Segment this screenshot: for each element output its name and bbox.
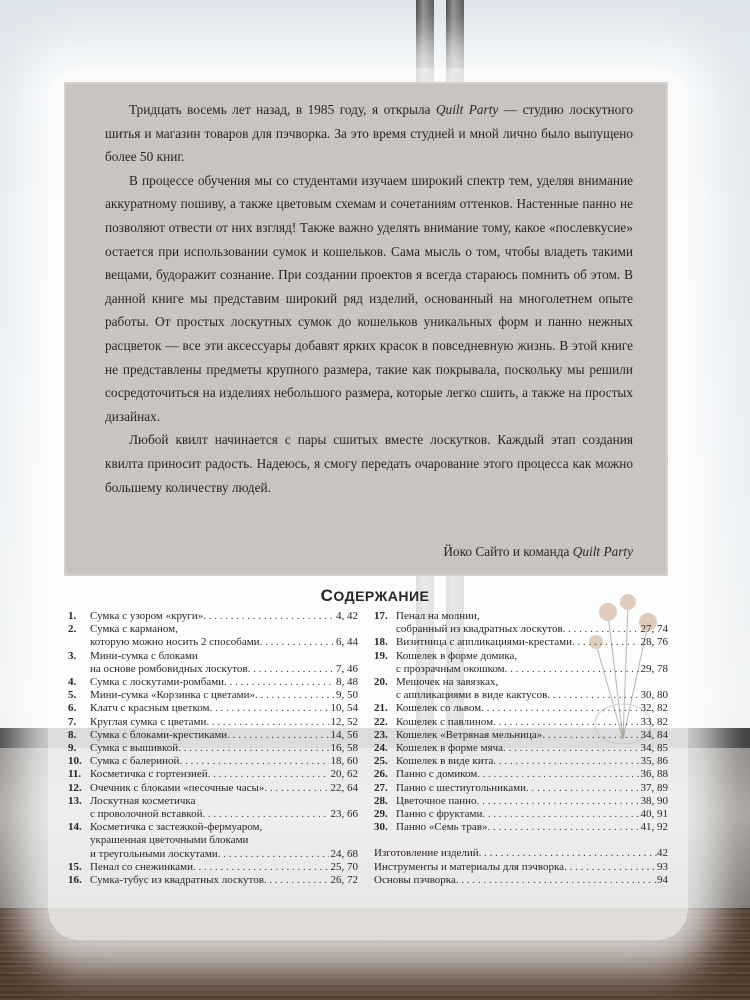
toc-entry-body bbox=[90, 623, 358, 649]
toc-entry bbox=[68, 782, 358, 795]
toc-leader bbox=[218, 848, 329, 861]
toc-entry bbox=[374, 742, 668, 755]
toc-entry bbox=[68, 623, 358, 649]
toc-entry-title: Сумка-тубус из квадратных лоскутов bbox=[90, 874, 264, 887]
toc-entry-number: 22. bbox=[374, 715, 388, 728]
toc-entry-body bbox=[396, 610, 668, 636]
toc-entry-line bbox=[90, 663, 358, 676]
toc-entry-body bbox=[396, 821, 668, 834]
toc-entry-title: Сумка с карманом, bbox=[90, 623, 178, 636]
toc-leader bbox=[248, 663, 334, 676]
toc-entry bbox=[374, 702, 668, 715]
toc-entry-pages: 32, 82 bbox=[640, 702, 668, 715]
toc-leader bbox=[202, 808, 328, 821]
toc-entry bbox=[68, 742, 358, 755]
toc-entry bbox=[374, 808, 668, 821]
toc-leader bbox=[572, 636, 638, 649]
toc-leader bbox=[564, 861, 657, 874]
toc-entry-number: 20. bbox=[374, 676, 388, 689]
toc-entry-line bbox=[90, 702, 358, 715]
toc-entry-line bbox=[396, 729, 668, 742]
toc-leader bbox=[487, 821, 638, 834]
toc-entry-pages: 33, 82 bbox=[640, 715, 668, 728]
toc-entry-pages: 23, 66 bbox=[330, 808, 358, 821]
toc-entry-pages: 22, 64 bbox=[330, 781, 358, 794]
toc-leader bbox=[477, 768, 638, 781]
toc-entry-body bbox=[396, 716, 668, 729]
toc-entry-number: 4. bbox=[68, 676, 77, 689]
toc-extra-page: 94 bbox=[657, 873, 668, 886]
toc-entry-number: 24. bbox=[374, 742, 388, 755]
toc-entry-body bbox=[396, 782, 668, 795]
intro-paragraph-2: В процессе обучения мы со студентами изучаем широкий спектр тем, уделяя внимание аккуратному пошиву, а также цветовым схемам и сочетаниям оттенков. Настенные панно не позволяют отвести от них взгляд! Также важно уделять внимание тому, какое «послевкусие» остается при использовании сумок и кошельков. Сама мысль о том, чтобы владеть такими вещами, будоражит сознание. При создании проектов я всегда стараюсь помнить об этом. В данной книге мы представим широкий ряд изделий, основанный на многолетнем опыте работы. От простых лоскутных сумок до кошельков уникальных форм и панно нежных расцветок — все эти аксессуары добавят ярких красок в повседневную жизнь. В этой книге не представлены предметы крупного размера, такие как покрывала, поскольку мы решили сосредоточиться на изделиях небольшого размера, которые легко сшить, а также на простых дизайнах. bbox=[105, 172, 633, 424]
toc-leader bbox=[193, 861, 329, 874]
toc-extra-entry bbox=[374, 874, 668, 887]
toc-entry-pages: 14, 56 bbox=[330, 728, 358, 741]
toc-leader bbox=[477, 795, 639, 808]
toc-leader bbox=[482, 808, 638, 821]
toc-leader bbox=[227, 729, 328, 742]
toc-entry-line bbox=[396, 742, 668, 755]
toc-entry-title: Цветочное панно bbox=[396, 794, 477, 807]
toc-entry bbox=[68, 729, 358, 742]
toc-leader bbox=[542, 729, 638, 742]
toc-entry-number: 23. bbox=[374, 728, 388, 741]
toc-entry-line bbox=[90, 636, 358, 649]
toc-entry-pages: 9, 50 bbox=[336, 689, 358, 702]
toc-entry-title: Клатч с красным цветком bbox=[90, 702, 210, 715]
toc-entry-number: 10. bbox=[68, 755, 82, 768]
toc-entry-body bbox=[90, 874, 358, 887]
toc-entry-number: 18. bbox=[374, 636, 388, 649]
toc-entry bbox=[68, 861, 358, 874]
toc-entry-number: 21. bbox=[374, 702, 388, 715]
toc-leader bbox=[481, 702, 638, 715]
toc-entry-pages: 16, 58 bbox=[330, 742, 358, 755]
toc-column-left bbox=[68, 610, 358, 887]
toc-extra-entry bbox=[374, 847, 668, 860]
toc-title: СОДЕРЖАНИЕ bbox=[320, 586, 430, 605]
toc-entry-line bbox=[90, 821, 358, 834]
toc-entry-line bbox=[90, 848, 358, 861]
toc-leader bbox=[208, 768, 329, 781]
toc-leader bbox=[456, 874, 657, 887]
intro-paragraph-1: Тридцать восемь лет назад, в 1985 году, я открыла Quilt Party — студию лоскутного шитья и магазин товаров для пэчворка. За это время студией и мной лично было выпущено более 50 книг. bbox=[105, 102, 634, 165]
toc-entry-number: 19. bbox=[374, 649, 388, 662]
toc-leader bbox=[505, 663, 639, 676]
toc-entry-pages: 37, 89 bbox=[640, 781, 668, 794]
toc-entry-number: 29. bbox=[374, 808, 388, 821]
toc-entry-line bbox=[396, 689, 668, 702]
toc-leader bbox=[224, 676, 334, 689]
toc-entry-line bbox=[396, 808, 668, 821]
toc-entry-pages: 24, 68 bbox=[330, 847, 358, 860]
toc-entry-pages: 8, 48 bbox=[336, 676, 358, 689]
toc-entry bbox=[68, 795, 358, 821]
toc-entry bbox=[68, 702, 358, 715]
toc-leader bbox=[479, 847, 657, 860]
toc-leader bbox=[493, 716, 638, 729]
toc-entry bbox=[68, 768, 358, 781]
toc-leader bbox=[179, 755, 328, 768]
toc-entry-number: 5. bbox=[68, 689, 77, 702]
toc-entry-line bbox=[396, 650, 668, 663]
toc-entry-pages: 40, 91 bbox=[640, 808, 668, 821]
toc-entry-line bbox=[90, 742, 358, 755]
toc-entry-pages: 30, 80 bbox=[640, 689, 668, 702]
toc-entry-pages: 18, 60 bbox=[330, 755, 358, 768]
toc-entry bbox=[68, 716, 358, 729]
toc-entry-title: Пенал со снежинками bbox=[90, 860, 193, 873]
toc-entry-line bbox=[90, 768, 358, 781]
toc-entry-number: 12. bbox=[68, 781, 82, 794]
toc-entry-number: 6. bbox=[68, 702, 77, 715]
toc-entry bbox=[68, 650, 358, 676]
toc-entry-body bbox=[90, 821, 358, 861]
toc-entry-body bbox=[396, 702, 668, 715]
toc-entry bbox=[374, 716, 668, 729]
toc-entry-body bbox=[396, 755, 668, 768]
toc-entry-title: украшенная цветочными блоками bbox=[90, 834, 249, 847]
toc-entry-line bbox=[396, 663, 668, 676]
toc-entry-number: 30. bbox=[374, 821, 388, 834]
toc-leader bbox=[563, 623, 639, 636]
toc-leader bbox=[493, 755, 638, 768]
toc-entry-title: которую можно носить 2 способами bbox=[90, 636, 260, 649]
toc-entry-number: 2. bbox=[68, 623, 77, 636]
toc-entry-body bbox=[90, 729, 358, 742]
toc-leader bbox=[255, 689, 334, 702]
toc-entry-line bbox=[90, 808, 358, 821]
intro-text bbox=[105, 98, 633, 499]
toc-entry-title: Панно с фруктами bbox=[396, 808, 483, 821]
toc-entry bbox=[374, 768, 668, 781]
toc-entry-pages: 34, 85 bbox=[640, 742, 668, 755]
signature: Йоко Сайто и команда Quilt Party bbox=[443, 544, 633, 559]
toc-entry-pages: 20, 62 bbox=[330, 768, 358, 781]
toc-extra-title: Инструменты и материалы для пэчворка bbox=[374, 860, 565, 873]
toc-entry-line bbox=[396, 821, 668, 834]
toc-entry-body bbox=[396, 808, 668, 821]
toc-entry-body bbox=[90, 689, 358, 702]
toc-entry-number: 27. bbox=[374, 781, 388, 794]
toc-entry-body bbox=[90, 716, 358, 729]
toc-entry-pages: 10, 54 bbox=[330, 702, 358, 715]
toc-entry-pages: 27, 74 bbox=[640, 623, 668, 636]
toc-entry-title: с прозрачным окошком bbox=[396, 662, 505, 675]
toc-entry-number: 11. bbox=[68, 768, 82, 781]
toc-entry-pages: 38, 90 bbox=[640, 794, 668, 807]
toc-entry bbox=[374, 821, 668, 834]
toc-entry-number: 16. bbox=[68, 874, 82, 887]
toc-entry-pages: 28, 76 bbox=[640, 636, 668, 649]
toc-entry-title: Сумка с узором «круги» bbox=[90, 610, 204, 622]
toc-entry-pages: 12, 52 bbox=[330, 715, 358, 728]
toc-entry-title: на основе ромбовидных лоскутов bbox=[90, 662, 248, 675]
toc-entry-body bbox=[90, 861, 358, 874]
toc-entry-pages: 26, 72 bbox=[330, 874, 358, 887]
toc-entry-title: Сумка с балериной bbox=[90, 755, 180, 768]
toc-entry-line bbox=[90, 782, 358, 795]
toc-entry-title: Сумка с лоскутами-ромбами bbox=[90, 676, 225, 689]
toc-entry-body bbox=[90, 782, 358, 795]
toc-entry-pages: 36, 88 bbox=[640, 768, 668, 781]
toc-entry-line bbox=[90, 795, 358, 808]
toc-entry-title: Косметичка с гортензией bbox=[90, 768, 208, 781]
toc-entry-line bbox=[90, 755, 358, 768]
toc-entry-title: Кошелек в виде кита bbox=[396, 755, 494, 768]
toc-entry bbox=[68, 676, 358, 689]
toc-entry-title: Визитница с аппликациями-крестами bbox=[396, 636, 573, 649]
toc-entry-title: Косметичка с застежкой-фермуаром, bbox=[90, 821, 263, 834]
toc-entry-body bbox=[90, 755, 358, 768]
toc-entry-body bbox=[396, 636, 668, 649]
toc-entry-number: 26. bbox=[374, 768, 388, 781]
toc-entry-number: 8. bbox=[68, 728, 77, 741]
toc-entry-line bbox=[396, 623, 668, 636]
toc-entry-line bbox=[396, 676, 668, 689]
toc-entry-body bbox=[90, 610, 358, 623]
toc-entry-number: 25. bbox=[374, 755, 388, 768]
toc-spacer bbox=[374, 834, 668, 847]
toc-entry-title: Круглая сумка с цветами bbox=[90, 715, 207, 728]
toc-entry-title: Очечник с блоками «песочные часы» bbox=[90, 781, 265, 794]
toc-extra-page: 93 bbox=[657, 860, 668, 873]
toc-entry-line bbox=[396, 702, 668, 715]
toc-entry-body bbox=[90, 742, 358, 755]
toc-entry-line bbox=[396, 755, 668, 768]
toc-entry-title: собранный из квадратных лоскутов bbox=[396, 623, 563, 636]
toc-leader bbox=[547, 689, 638, 702]
toc-leader bbox=[203, 610, 334, 623]
toc-entry-pages: 35, 86 bbox=[640, 755, 668, 768]
toc-entry bbox=[374, 729, 668, 742]
toc-entry-number: 7. bbox=[68, 715, 77, 728]
toc-entry-number: 17. bbox=[374, 610, 388, 622]
toc-entry-line bbox=[90, 650, 358, 663]
toc-leader bbox=[503, 742, 638, 755]
toc-entry-title: Мешочек на завязках, bbox=[396, 676, 499, 689]
toc-entry-line bbox=[396, 795, 668, 808]
toc-entry-number: 1. bbox=[68, 610, 77, 622]
toc-entry bbox=[374, 610, 668, 636]
toc-entry bbox=[374, 782, 668, 795]
toc-entry-number: 9. bbox=[68, 742, 77, 755]
toc-entry-body bbox=[396, 795, 668, 808]
toc-entry-title: Панно «Семь трав» bbox=[396, 821, 488, 834]
toc-entry-title: Мини-сумка «Корзинка с цветами» bbox=[90, 689, 256, 702]
toc-entry-title: с аппликациями в виде кактусов bbox=[396, 689, 548, 702]
toc-leader bbox=[264, 874, 329, 887]
toc-leader bbox=[178, 742, 328, 755]
toc-entry-line bbox=[396, 782, 668, 795]
toc-entry-line bbox=[90, 729, 358, 742]
toc-entry-body bbox=[396, 676, 668, 702]
toc-entry-line bbox=[90, 623, 358, 636]
toc-leader bbox=[210, 702, 329, 715]
toc-entry-number: 13. bbox=[68, 794, 82, 807]
toc-extra-page: 42 bbox=[657, 847, 668, 860]
toc-entry-title: с проволочной вставкой bbox=[90, 808, 203, 821]
toc-entry-title: Мини-сумка с блоками bbox=[90, 649, 198, 662]
toc-entry bbox=[68, 689, 358, 702]
toc-entry-number: 15. bbox=[68, 860, 82, 873]
toc-entry-body bbox=[90, 795, 358, 821]
toc-entry-line bbox=[90, 689, 358, 702]
toc-entry-title: Сумка с вышивкой bbox=[90, 742, 179, 755]
toc-entry-line bbox=[396, 636, 668, 649]
toc-entry-body bbox=[90, 650, 358, 676]
toc-entry-line bbox=[90, 834, 358, 847]
toc-entry-title: Кошелек в форме домика, bbox=[396, 649, 518, 662]
toc-entry-number: 14. bbox=[68, 821, 82, 834]
toc-entry-line bbox=[396, 716, 668, 729]
toc-entry-body bbox=[396, 650, 668, 676]
toc-entry-pages: 34, 84 bbox=[640, 728, 668, 741]
toc-entry-title: Панно с домиком bbox=[396, 768, 478, 781]
toc-entry-line bbox=[396, 610, 668, 623]
toc-entry-body bbox=[90, 676, 358, 689]
toc-entry-title: Панно с шестиугольниками bbox=[396, 781, 526, 794]
toc-entry-title: Кошелек с павлином bbox=[396, 715, 494, 728]
toc-entry bbox=[68, 610, 358, 623]
toc-entry-pages: 25, 70 bbox=[330, 860, 358, 873]
toc-entry bbox=[374, 755, 668, 768]
toc-entry-line bbox=[90, 610, 358, 623]
toc-extra-title: Основы пэчворка bbox=[374, 873, 456, 886]
toc-leader bbox=[206, 716, 328, 729]
toc-entry-line bbox=[90, 676, 358, 689]
toc-entry-pages: 7, 46 bbox=[336, 662, 358, 675]
toc-entry bbox=[374, 795, 668, 808]
toc-entry-title: Кошелек со львом bbox=[396, 702, 482, 715]
toc-entry-body bbox=[396, 768, 668, 781]
toc-extra-entry bbox=[374, 861, 668, 874]
toc-entry-body bbox=[90, 702, 358, 715]
toc-entry-title: Пенал на молнии, bbox=[396, 610, 480, 622]
toc-entry-line bbox=[396, 768, 668, 781]
toc-leader bbox=[264, 782, 328, 795]
toc-entry-pages: 4, 42 bbox=[336, 610, 358, 622]
toc-leader bbox=[260, 636, 334, 649]
toc-entry bbox=[68, 755, 358, 768]
toc-column-right bbox=[374, 610, 668, 887]
toc-entry-body bbox=[90, 768, 358, 781]
toc-extra-title: Изготовление изделий bbox=[374, 847, 479, 860]
toc-entry bbox=[374, 676, 668, 702]
toc-entry-line bbox=[90, 861, 358, 874]
toc-entry bbox=[374, 650, 668, 676]
toc-entry-title: Сумка с блоками-крестиками bbox=[90, 728, 228, 741]
toc-entry-body bbox=[396, 729, 668, 742]
toc-entry-title: Кошелек в форме мяча bbox=[396, 742, 504, 755]
toc-entry-line bbox=[90, 874, 358, 887]
toc-entry bbox=[68, 874, 358, 887]
intro-paragraph-3: Любой квилт начинается с пары сшитых вместе лоскутков. Каждый этап создания квилта приносит радость. Надеюсь, я смогу передать очарование этого процесса как можно большему количеству людей. bbox=[105, 432, 633, 495]
toc-entry-title: Кошелек «Ветряная мельница» bbox=[396, 728, 543, 741]
toc-entry-number: 28. bbox=[374, 794, 388, 807]
toc-entry-pages: 29, 78 bbox=[640, 662, 668, 675]
toc-entry bbox=[68, 821, 358, 861]
toc-entry-title: и треугольными лоскутами bbox=[90, 847, 218, 860]
toc-entry-title: Лоскутная косметичка bbox=[90, 794, 196, 807]
toc-entry-pages: 6, 44 bbox=[336, 636, 358, 649]
toc-entry-pages: 41, 92 bbox=[640, 821, 668, 834]
toc-entry-number: 3. bbox=[68, 649, 77, 662]
toc-entry bbox=[374, 636, 668, 649]
toc-leader bbox=[526, 782, 639, 795]
toc-entry-line bbox=[90, 716, 358, 729]
toc-entry-body bbox=[396, 742, 668, 755]
